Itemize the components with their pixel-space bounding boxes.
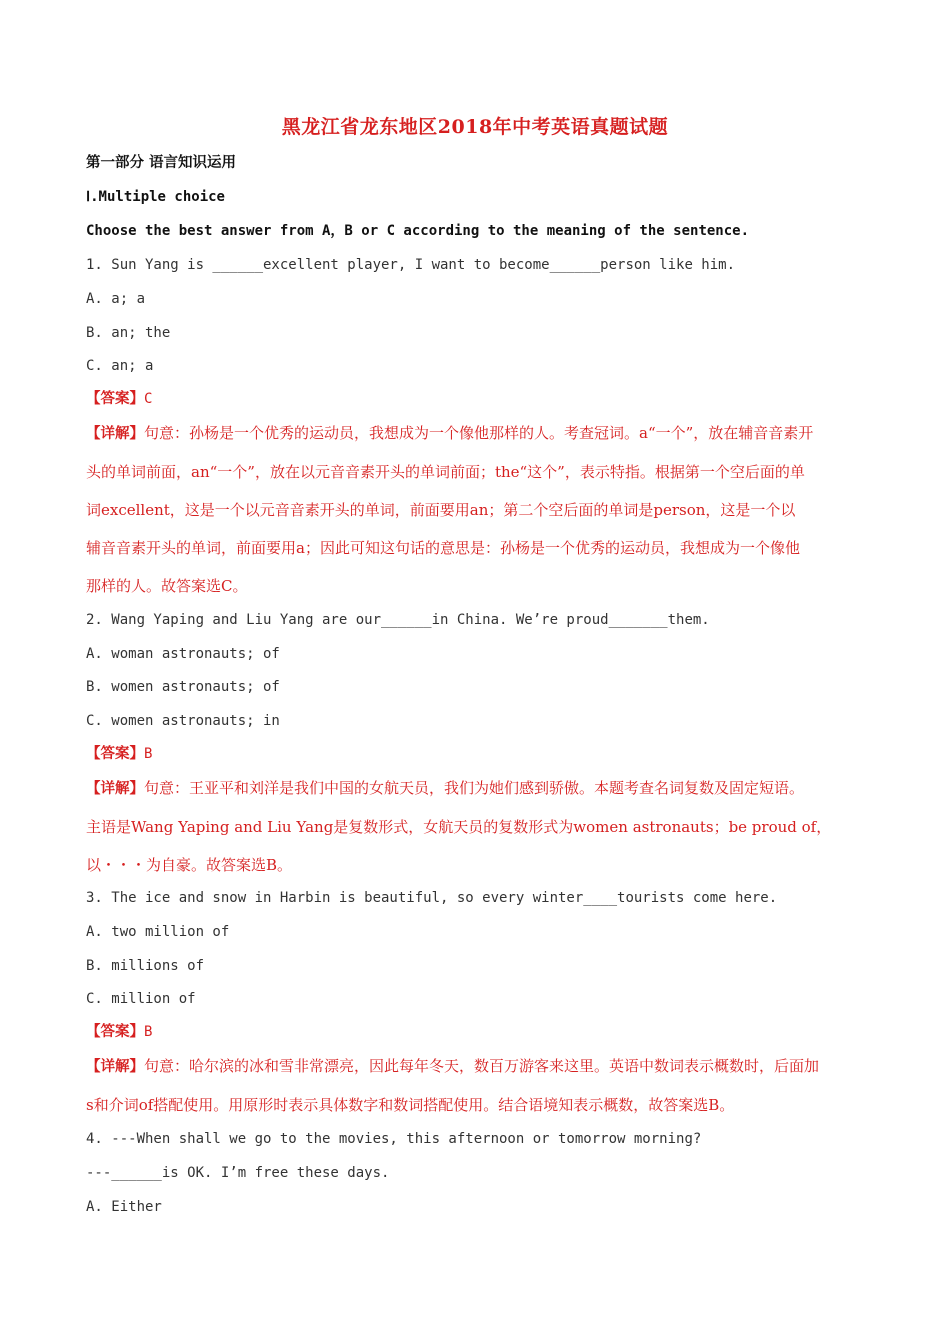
- detail-line: 主语是Wang Yaping and Liu Yang是复数形式，女航天员的复数形式为women astronauts；be proud of，: [86, 818, 832, 836]
- question-3-option-c: C. million of: [86, 991, 196, 1007]
- question-4-response: ---______is OK. I’m free these days.: [86, 1165, 390, 1181]
- question-1-option-c: C. an; a: [86, 358, 154, 374]
- detail-line: 以・・・为自豪。故答案选B。: [86, 856, 293, 874]
- question-1-stem: 1. Sun Yang is ______excellent player, I want to become______person like him.: [86, 257, 736, 273]
- question-2-stem: 2. Wang Yaping and Liu Yang are our______in China. We’re proud_______them.: [86, 612, 710, 628]
- question-3-stem: 3. The ice and snow in Harbin is beautiful, so every winter____tourists come here.: [86, 890, 778, 906]
- answer-tag: 【答案】: [86, 391, 144, 407]
- question-4-option-a: A. Either: [86, 1199, 162, 1215]
- answer-value: B: [144, 746, 153, 762]
- detail-line: 词excellent，这是一个以元音音素开头的单词，前面要用an；第二个空后面的单词是person，这是一个以: [86, 501, 796, 519]
- answer-value: C: [144, 391, 153, 407]
- part-heading: 第一部分 语言知识运用: [86, 155, 237, 171]
- question-2-option-c: C. women astronauts; in: [86, 713, 280, 729]
- question-3-answer: [86, 1021, 876, 1043]
- answer-value: B: [144, 1024, 153, 1040]
- detail-tag: 【详解】: [86, 426, 144, 442]
- detail-line: 句意：王亚平和刘洋是我们中国的女航天员，我们为她们感到骄傲。本题考查名词复数及固定短语。: [144, 779, 805, 797]
- detail-line: 那样的人。故答案选C。: [86, 577, 248, 595]
- detail-line: 句意：孙杨是一个优秀的运动员，我想成为一个像他那样的人。考查冠词。a“一个”，放在辅音音素开: [144, 424, 814, 442]
- question-1-option-b: B. an; the: [86, 325, 171, 341]
- question-1-detail: [86, 414, 868, 605]
- detail-line: s和介词of搭配使用。用原形时表示具体数字和数词搭配使用。结合语境知表示概数，故答案选B。: [86, 1096, 735, 1114]
- question-3-detail: [86, 1047, 868, 1124]
- question-3-option-b: B. millions of: [86, 958, 205, 974]
- detail-line: 辅音音素开头的单词，前面要用a；因此可知这句话的意思是：孙杨是一个优秀的运动员，我想成为一个像他: [86, 539, 800, 557]
- question-2-answer: [86, 743, 876, 765]
- document-title: 黑龙江省龙东地区2018年中考英语真题试题: [281, 116, 669, 138]
- question-1-option-a: A. a; a: [86, 291, 146, 307]
- question-2-detail: [86, 769, 868, 884]
- detail-line: 头的单词前面，an“一个”，放在以元音音素开头的单词前面；the“这个”，表示特指。根据第一个空后面的单: [86, 463, 805, 481]
- answer-tag: 【答案】: [86, 1024, 144, 1040]
- section-heading: Ⅰ.Multiple choice: [86, 189, 225, 205]
- question-3-option-a: A. two million of: [86, 924, 230, 940]
- detail-tag: 【详解】: [86, 1059, 144, 1075]
- question-2-option-b: B. women astronauts; of: [86, 679, 280, 695]
- answer-tag: 【答案】: [86, 746, 144, 762]
- question-4-stem: 4. ---When shall we go to the movies, this afternoon or tomorrow morning?: [86, 1131, 702, 1147]
- instructions: Choose the best answer from A，B or C according to the meaning of the sentence.: [86, 223, 750, 239]
- detail-line: 句意：哈尔滨的冰和雪非常漂亮，因此每年冬天，数百万游客来这里。英语中数词表示概数时，后面加: [144, 1057, 820, 1075]
- question-1-answer: [86, 388, 876, 410]
- question-2-option-a: A. woman astronauts; of: [86, 646, 280, 662]
- detail-tag: 【详解】: [86, 781, 144, 797]
